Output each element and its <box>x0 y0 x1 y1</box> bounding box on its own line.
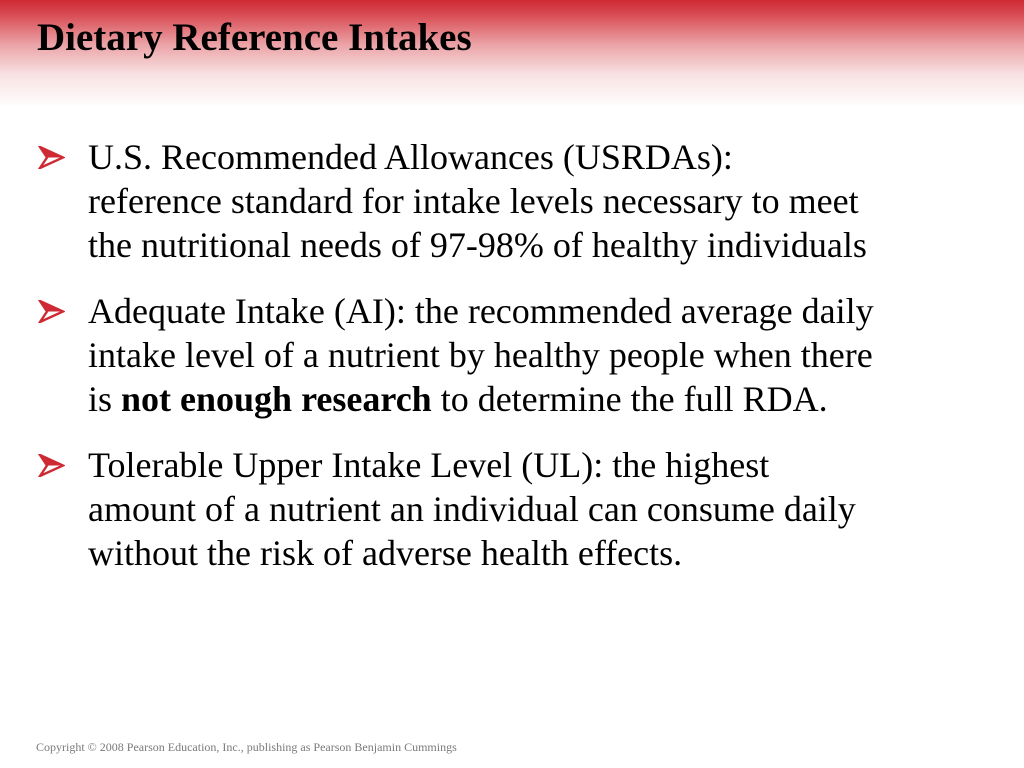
bullet-text-suffix: to determine the full RDA. <box>431 379 828 419</box>
bullet-text-line: U.S. Recommended Allowances (USRDAs): <box>88 137 733 177</box>
bullet-text-line: Tolerable Upper Intake Level (UL): the highest <box>88 445 770 485</box>
bullet-text-prefix: is <box>88 379 122 419</box>
bullet-text-line: amount of a nutrient an individual can consume daily <box>88 489 856 529</box>
bullet-text-line: without the risk of adverse health effects. <box>88 533 683 573</box>
bullet-item-ul <box>38 443 1003 575</box>
emphasis-text: not enough research <box>121 379 432 419</box>
bullet-text-line: reference standard for intake levels necessary to meet <box>88 181 859 221</box>
bullet-text-line: intake level of a nutrient by healthy people when there <box>88 335 873 375</box>
bullet-item-ai <box>38 289 1003 421</box>
slide-title: Dietary Reference Intakes <box>37 16 472 59</box>
copyright-footer: Copyright © 2008 Pearson Education, Inc., publishing as Pearson Benjamin Cummings <box>36 740 457 754</box>
bullet-item-usrda <box>38 135 1003 267</box>
arrow-bullet-icon <box>38 300 65 323</box>
bullet-text-line: the nutritional needs of 97-98% of healthy individuals <box>88 225 867 265</box>
bullet-list <box>38 135 1003 575</box>
arrow-bullet-icon <box>38 454 65 477</box>
bullet-text-line: Adequate Intake (AI): the recommended average daily <box>88 291 874 331</box>
arrow-bullet-icon <box>38 146 65 169</box>
